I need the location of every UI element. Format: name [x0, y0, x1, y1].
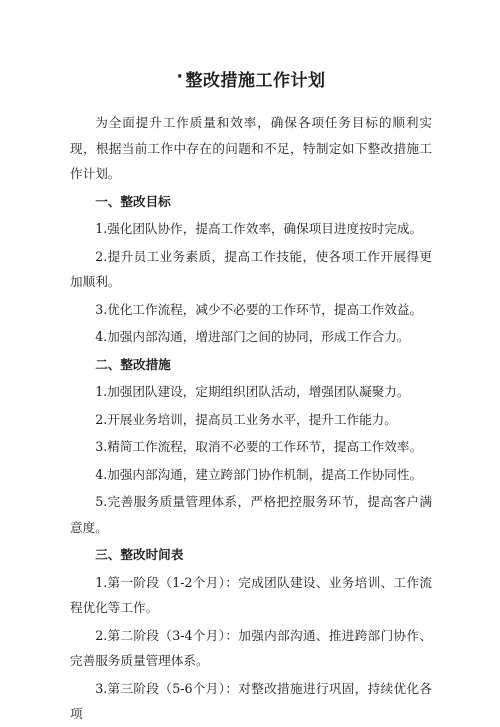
list-item: 1.强化团队协作，提高工作效率，确保项目进度按时完成。 — [95, 221, 423, 236]
section-heading: 二、整改措施 — [95, 356, 171, 372]
list-item: 2.提升员工业务素质，提高工作技能，使各项工作开展得更加顺利。 — [70, 248, 432, 289]
section-goals — [70, 189, 432, 350]
list-item: 3.优化工作流程，减少不必要的工作环节，提高工作效益。 — [95, 301, 423, 317]
list-item: 4.加强内部沟通，建立跨部门协作机制，提高工作协同性。 — [95, 466, 423, 482]
list-item: 4.加强内部沟通，增进部门之间的协同，形成工作合力。 — [95, 329, 410, 344]
list-item: 1.加强团队建设，定期组织团队活动，增强团队凝聚力。 — [95, 384, 410, 399]
list-item: 2.第二阶段（3-4个月）：加强内部沟通、推进跨部门协作、完善服务质量管理体系。 — [70, 627, 432, 668]
intro-paragraph: 为全面提升工作质量和效率，确保各项任务目标的顺利实现，根据当前工作中存在的问题和不足，特制定如下整改措施工作计划。 — [70, 115, 432, 181]
list-item: 2.开展业务培训，提高员工业务水平，提升工作能力。 — [95, 411, 397, 427]
title-text: 整改措施工作计划 — [185, 71, 326, 91]
page-title — [70, 67, 432, 92]
list-item: 3.精简工作流程，取消不必要的工作环节，提高工作效率。 — [95, 439, 423, 454]
section-heading: 一、整改目标 — [95, 193, 171, 209]
list-item: 3.第三阶段（5-6个月）：对整改措施进行巩固，持续优化各项 — [70, 680, 432, 721]
section-timeline — [70, 542, 432, 727]
list-item: 1.第一阶段（1-2个月）：完成团队建设、业务培训、工作流程优化等工作。 — [70, 574, 432, 615]
section-heading: 三、整改时间表 — [95, 547, 184, 562]
title-dot: · — [176, 67, 184, 87]
list-item: 5.完善服务质量管理体系，严格把控服务环节，提高客户满意度。 — [70, 494, 432, 535]
section-measures — [70, 352, 432, 541]
